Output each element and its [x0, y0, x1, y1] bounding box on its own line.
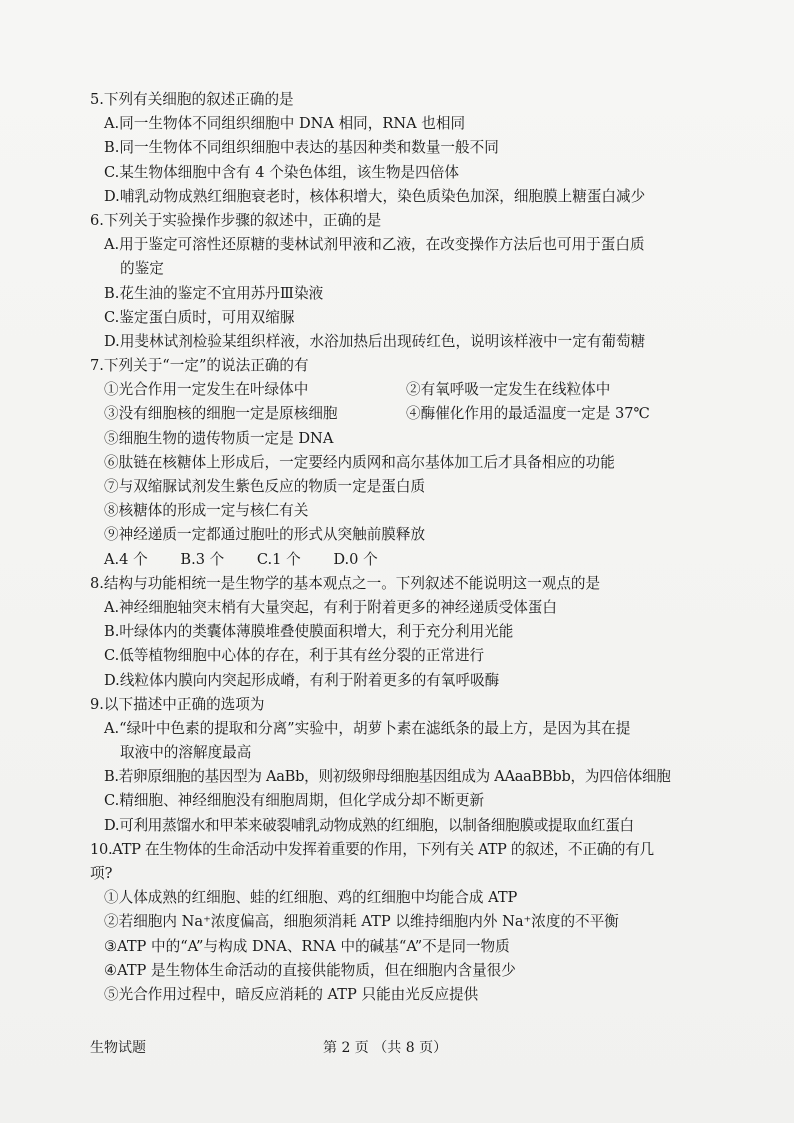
option-b: B.叶绿体内的类囊体薄膜堆叠使膜面积增大，利于充分利用光能 [104, 623, 514, 641]
question-stem-continued: 项? [90, 865, 113, 882]
question-stem: 6.下列关于实验操作步骤的叙述中，正确的是 [90, 211, 382, 229]
statement-2: ②有氧呼吸一定发生在线粒体中 [406, 381, 611, 399]
statement-8: ⑧核糖体的形成一定与核仁有关 [104, 502, 309, 520]
statement-6: ⑥肽链在核糖体上形成后，一定要经内质网和高尔基体加工后才具备相应的功能 [104, 453, 615, 471]
option-a: A.“绿叶中色素的提取和分离”实验中，胡萝卜素在滤纸条的最上方，是因为其在提 [104, 719, 631, 737]
question-10 [90, 838, 730, 1007]
question-stem: 10.ATP 在生物体的生命活动中发挥着重要的作用，下列有关 ATP 的叙述，不正确的有几 [90, 840, 654, 858]
option-c: C.1 个 [256, 550, 301, 568]
question-stem: 8.结构与功能相统一是生物学的基本观点之一。下列叙述不能说明这一观点的是 [90, 574, 601, 592]
statement-1: ①光合作用一定发生在叶绿体中 [104, 381, 309, 399]
option-a: A.同一生物体不同组织细胞中 DNA 相同，RNA 也相同 [104, 115, 466, 133]
question-5 [90, 88, 730, 209]
statement-5: ⑤光合作用过程中，暗反应消耗的 ATP 只能由光反应提供 [104, 985, 479, 1003]
option-b: B.花生油的鉴定不宜用苏丹Ⅲ染液 [104, 284, 324, 302]
statement-7: ⑦与双缩脲试剂发生紫色反应的物质一定是蛋白质 [104, 478, 426, 495]
option-a-continued: 的鉴定 [120, 260, 164, 278]
statement-3: ③没有细胞核的细胞一定是原核细胞 [104, 405, 338, 423]
option-b: B.同一生物体不同组织细胞中表达的基因种类和数量一般不同 [104, 139, 499, 157]
option-d: D.0 个 [333, 550, 378, 568]
option-d: D.用斐林试剂检验某组织样液，水浴加热后出现砖红色，说明该样液中一定有葡萄糖 [104, 332, 646, 350]
question-stem: 7.下列关于“一定”的说法正确的有 [90, 357, 309, 375]
question-6 [90, 209, 730, 354]
option-a: A.用于鉴定可溶性还原糖的斐林试剂甲液和乙液，在改变操作方法后也可用于蛋白质 [104, 236, 645, 254]
question-7 [90, 354, 730, 572]
statement-row [90, 378, 730, 402]
statement-1: ①人体成熟的红细胞、蛙的红细胞、鸡的红细胞中均能合成 ATP [104, 889, 518, 907]
option-c: C.低等植物细胞中心体的存在，利于其有丝分裂的正常进行 [104, 647, 485, 665]
question-9 [90, 693, 730, 838]
statement-9: ⑨神经递质一定都通过胞吐的形式从突触前膜释放 [104, 526, 426, 544]
option-c: C.某生物体细胞中含有 4 个染色体组，该生物是四倍体 [104, 163, 459, 181]
statement-5: ⑤细胞生物的遗传物质一定是 DNA [104, 429, 334, 447]
subject-label: 生物试题 [90, 1040, 146, 1056]
option-a: A.神经细胞轴突末梢有大量突起，有利于附着更多的神经递质受体蛋白 [104, 598, 557, 616]
option-b: B.3 个 [180, 550, 225, 568]
option-a: A.4 个 [104, 550, 148, 568]
page-number: 第 2 页 （共 8 页） [323, 1040, 448, 1056]
statement-2: ②若细胞内 Na⁺浓度偏高，细胞须消耗 ATP 以维持细胞内外 Na⁺浓度的不平衡 [104, 913, 619, 931]
statement-4: ④ATP 是生物体生命活动的直接供能物质，但在细胞内含量很少 [104, 961, 516, 979]
question-stem: 5.下列有关细胞的叙述正确的是 [90, 91, 294, 108]
statement-3: ③ATP 中的“A”与构成 DNA、RNA 中的碱基“A”不是同一物质 [104, 937, 510, 955]
option-a-continued: 取液中的溶解度最高 [120, 744, 252, 762]
answer-options [90, 548, 730, 572]
question-8 [90, 572, 730, 693]
statement-4: ④酶催化作用的最适温度一定是 37℃ [406, 405, 650, 423]
option-d: D.线粒体内膜向内突起形成嵴，有利于附着更多的有氧呼吸酶 [104, 671, 500, 689]
option-b: B.若卵原细胞的基因型为 AaBb，则初级卵母细胞基因组成为 AAaaBBbb，为四倍体细胞 [104, 768, 671, 786]
page-footer [90, 1037, 730, 1059]
question-stem: 9.以下描述中正确的选项为 [90, 695, 265, 713]
question-content [90, 88, 730, 1007]
option-c: C.精细胞、神经细胞没有细胞周期，但化学成分却不断更新 [104, 792, 485, 810]
option-d: D.可利用蒸馏水和甲苯来破裂哺乳动物成熟的红细胞，以制备细胞膜或提取血红蛋白 [104, 816, 634, 834]
option-c: C.鉴定蛋白质时，可用双缩脲 [104, 308, 295, 326]
statement-row [90, 402, 730, 426]
option-d: D.哺乳动物成熟红细胞衰老时，核体积增大，染色质染色加深，细胞膜上糖蛋白减少 [104, 187, 646, 205]
